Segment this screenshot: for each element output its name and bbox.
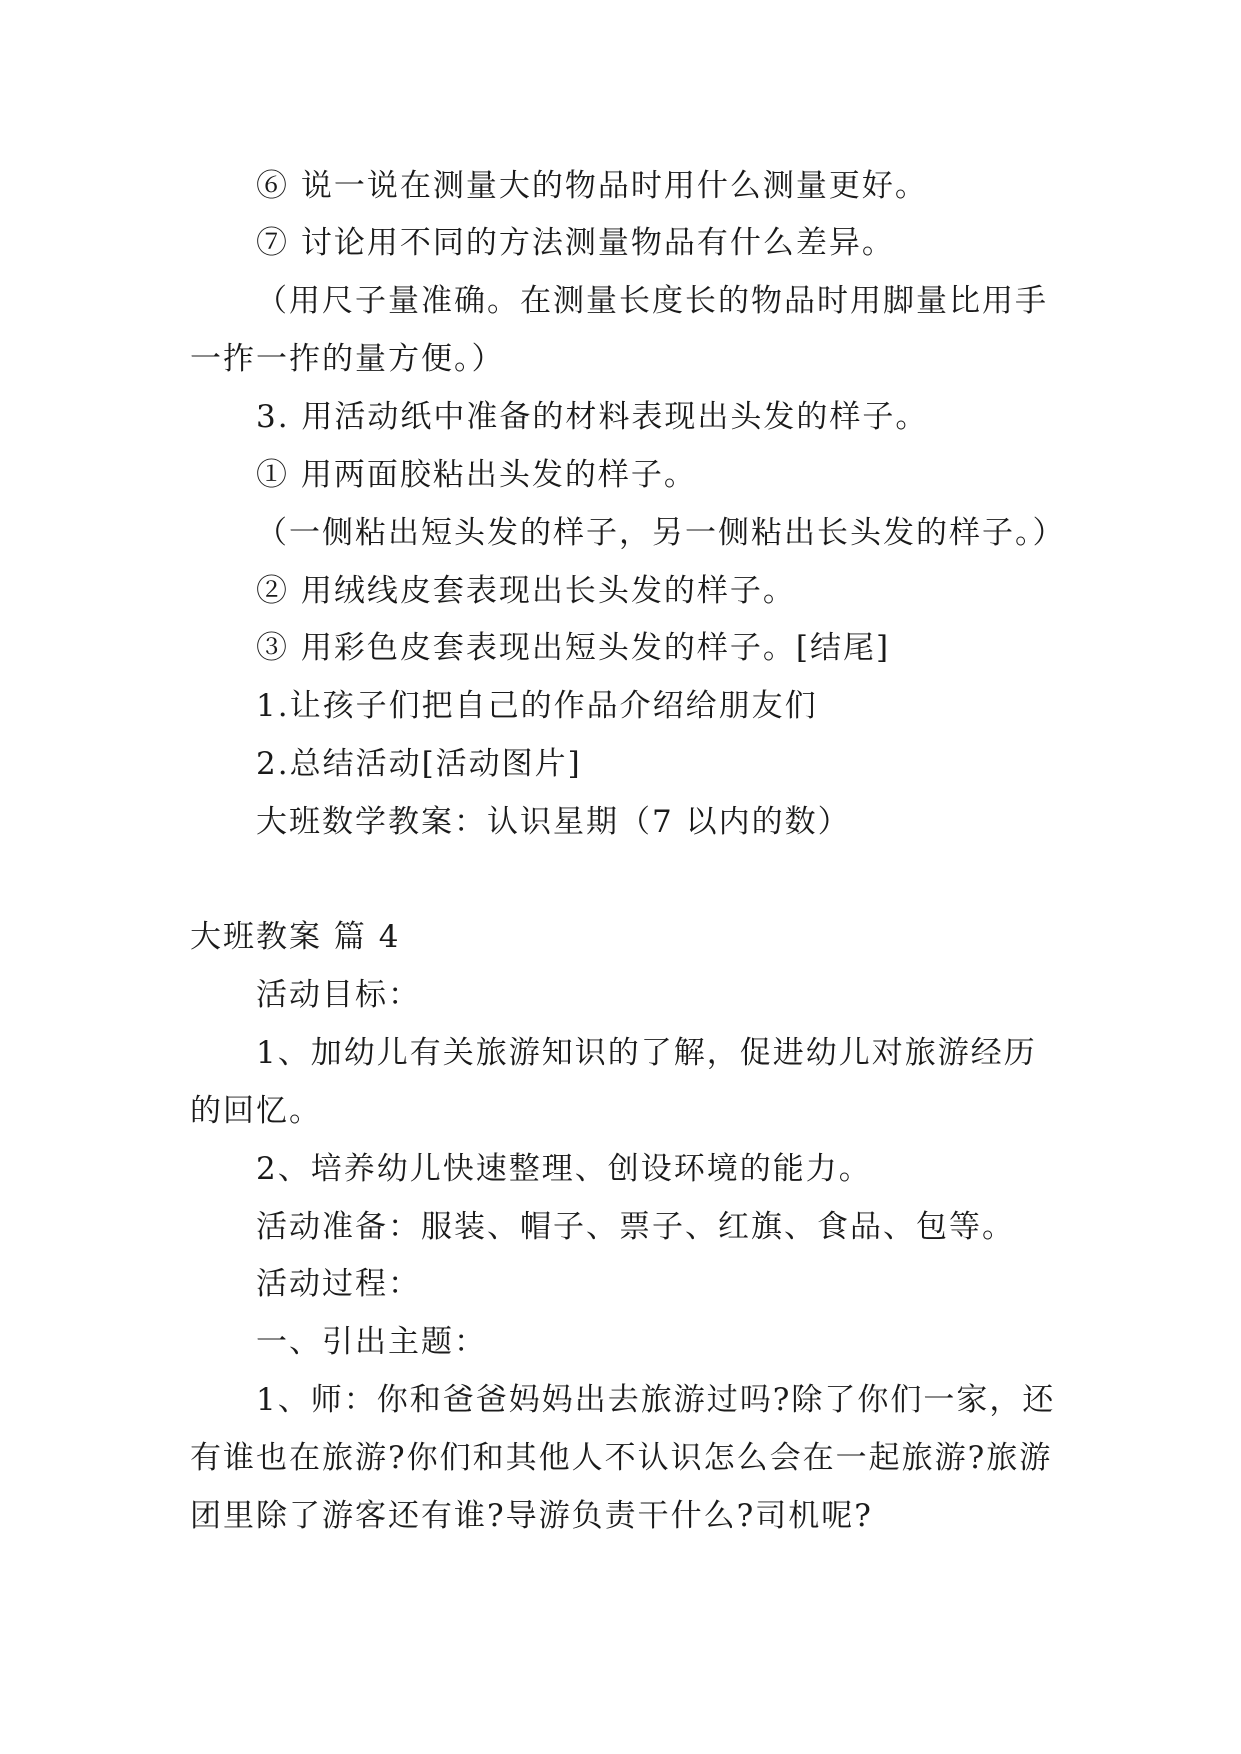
text-line: 3. 用活动纸中准备的材料表现出头发的样子。	[256, 399, 929, 435]
text-line: ⑦ 讨论用不同的方法测量物品有什么差异。	[256, 225, 895, 261]
text-line: （用尺子量准确。在测量长度长的物品时用脚量比用手	[256, 283, 1048, 319]
text-line: 1.让孩子们把自己的作品介绍给朋友们	[256, 688, 818, 724]
text-line: （一侧粘出短头发的样子，另一侧粘出长头发的样子。）	[256, 515, 1066, 551]
text-line: ① 用两面胶粘出头发的样子。	[256, 457, 697, 493]
text-line: 1、加幼儿有关旅游知识的了解，促进幼儿对旅游经历	[256, 1035, 1037, 1071]
text-line: 活动目标：	[256, 977, 421, 1013]
text-line: 有谁也在旅游?你们和其他人不认识怎么会在一起旅游?旅游	[190, 1440, 1053, 1476]
text-line: 团里除了游客还有谁?导游负责干什么?司机呢?	[190, 1498, 873, 1534]
text-line: 一拃一拃的量方便。）	[190, 341, 505, 377]
text-line: ⑥ 说一说在测量大的物品时用什么测量更好。	[256, 168, 928, 204]
text-line: 2、培养幼儿快速整理、创设环境的能力。	[256, 1151, 872, 1187]
text-line: 的回忆。	[190, 1093, 322, 1129]
section-heading: 大班教案 篇 4	[190, 919, 401, 955]
text-line: 活动准备：服装、帽子、票子、红旗、食品、包等。	[256, 1209, 1015, 1245]
text-line: 大班数学教案：认识星期（7 以内的数）	[256, 804, 851, 840]
text-line: ② 用绒线皮套表现出长头发的样子。	[256, 573, 796, 609]
text-line: 2.总结活动[活动图片]	[256, 746, 582, 782]
text-line: ③ 用彩色皮套表现出短头发的样子。[结尾]	[256, 630, 891, 666]
text-line: 1、师：你和爸爸妈妈出去旅游过吗?除了你们一家，还	[256, 1382, 1056, 1418]
text-line: 一、引出主题：	[256, 1324, 487, 1360]
text-line: 活动过程：	[256, 1266, 421, 1302]
